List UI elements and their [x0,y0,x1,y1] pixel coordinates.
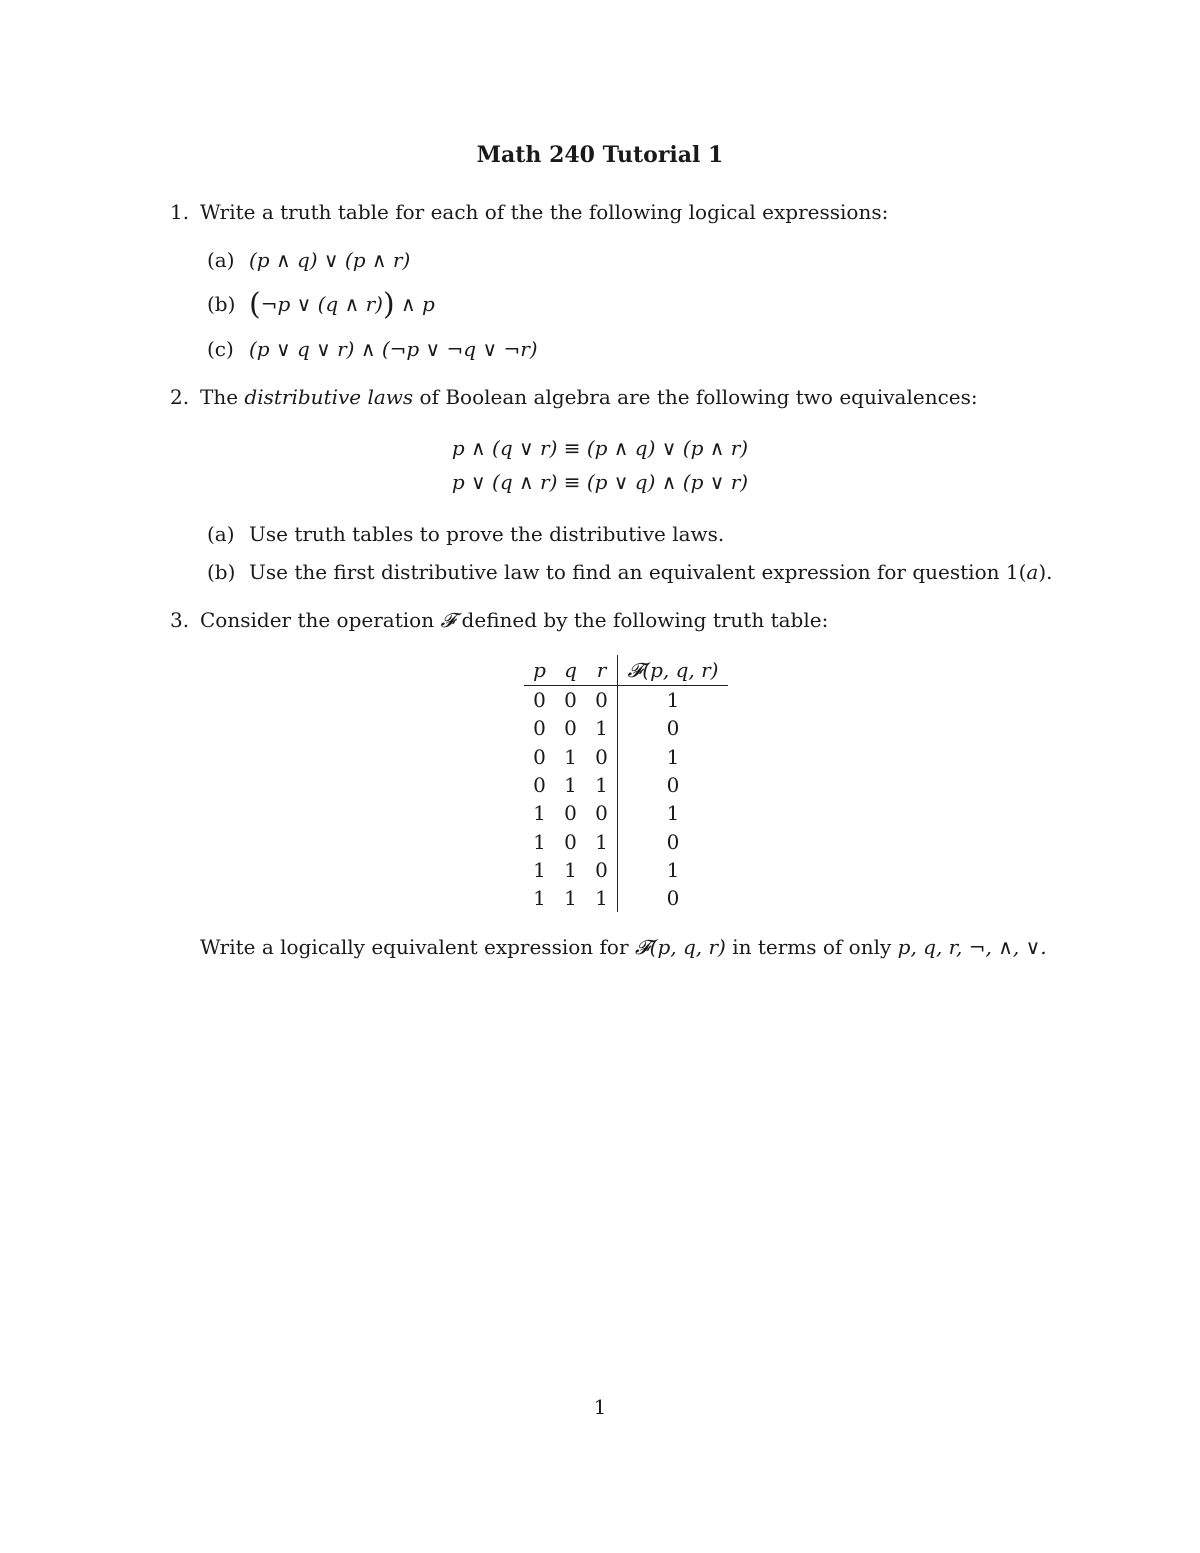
question-1c [207,337,538,361]
question-2b-label: (b) [207,560,236,584]
cell: 0 [595,744,608,769]
cell: 1 [595,716,608,741]
cell: 0 [533,716,546,741]
cell: 1 [618,799,729,827]
header-q: q [555,655,586,686]
closing-text-before: Write a logically equivalent expression for [200,935,635,959]
cell: 1 [533,801,546,826]
cell: 1 [533,829,546,854]
question-1-text: Write a truth table for each of the the following logical expressions: [200,200,889,224]
question-3-number: 3. [170,608,190,632]
table-row [524,771,728,799]
question-2a-text: Use truth tables to prove the distributive laws. [249,522,725,546]
cell: 0 [533,688,546,713]
truth-table [524,655,728,912]
question-2 [170,385,978,409]
distributive-law-2: p ∨ (q ∧ r) ≡ (p ∨ q) ∧ (p ∨ r) [451,470,749,494]
cell: 1 [564,744,577,769]
question-3-closing [200,935,1047,959]
cell: 0 [595,688,608,713]
question-1c-expression: (p ∨ q ∨ r) ∧ (¬p ∨ ¬q ∨ ¬r) [249,337,538,361]
cell: 1 [618,743,729,771]
question-2a-label: (a) [207,522,235,546]
cell: 1 [564,773,577,798]
cell: 1 [595,773,608,798]
question-1b [207,287,435,322]
question-1a-expression: (p ∧ q) ∨ (p ∧ r) [249,248,411,272]
question-2-text-before: The [200,385,245,409]
table-row [524,686,728,715]
question-2-text-after: of Boolean algebra are the following two equivalences: [413,385,978,409]
cell: 1 [618,686,729,715]
table-row [524,884,728,912]
cell: 1 [618,856,729,884]
table-row [524,743,728,771]
cell: 0 [618,771,729,799]
cell: 1 [595,886,608,911]
header-r: r [586,655,618,686]
table-row [524,856,728,884]
cell: 1 [533,886,546,911]
closing-text-middle: in terms of only [725,935,898,959]
big-open-paren: ( [249,287,261,322]
cell: 0 [533,773,546,798]
cell: 1 [533,857,546,882]
question-1b-expression [249,287,435,322]
question-1a-label: (a) [207,248,235,272]
question-3 [170,608,828,632]
question-3-text-before: Consider the operation [200,608,441,632]
question-1b-tail: ∧ p [401,292,435,316]
question-1a [207,248,410,272]
cell: 1 [564,886,577,911]
header-p: p [524,655,555,686]
cell: 1 [595,829,608,854]
cell: 0 [564,688,577,713]
question-1 [170,200,888,224]
question-2b [207,560,1052,584]
question-2b-math: a [1026,560,1039,584]
cell: 0 [595,857,608,882]
header-f: 𝓕(p, q, r) [618,655,729,686]
cell: 0 [618,714,729,742]
cell: 1 [564,857,577,882]
cell: 0 [564,829,577,854]
closing-math: 𝓕(p, q, r) [634,935,726,959]
big-close-paren: ) [382,287,395,322]
page-number: 1 [593,1395,607,1419]
cell: 0 [618,827,729,855]
question-1b-label: (b) [207,292,236,316]
question-2-number: 2. [170,385,190,409]
question-1-number: 1. [170,200,190,224]
cell: 0 [564,716,577,741]
distributive-law-1: p ∧ (q ∨ r) ≡ (p ∧ q) ∨ (p ∧ r) [451,436,749,460]
page-title: Math 240 Tutorial 1 [476,142,724,168]
table-row [524,714,728,742]
closing-symbols: p, q, r, ¬, ∧, ∨. [897,935,1047,959]
cell: 0 [618,884,729,912]
table-row [524,799,728,827]
question-2-emphasis: distributive laws [244,385,414,409]
question-2a [207,522,724,546]
cell: 0 [595,801,608,826]
cell: 0 [533,744,546,769]
table-row [524,827,728,855]
truth-table-header-row [524,655,728,686]
question-2b-text-before: Use the first distributive law to find an equivalent expression for question 1( [249,560,1027,584]
question-3-text-after: defined by the following truth table: [455,608,829,632]
cell: 0 [564,801,577,826]
question-3-operator: 𝓕 [440,608,456,632]
question-1c-label: (c) [207,337,234,361]
question-1b-inner: ¬p ∨ (q ∧ r) [260,292,383,316]
question-2b-text-after: ). [1038,560,1053,584]
